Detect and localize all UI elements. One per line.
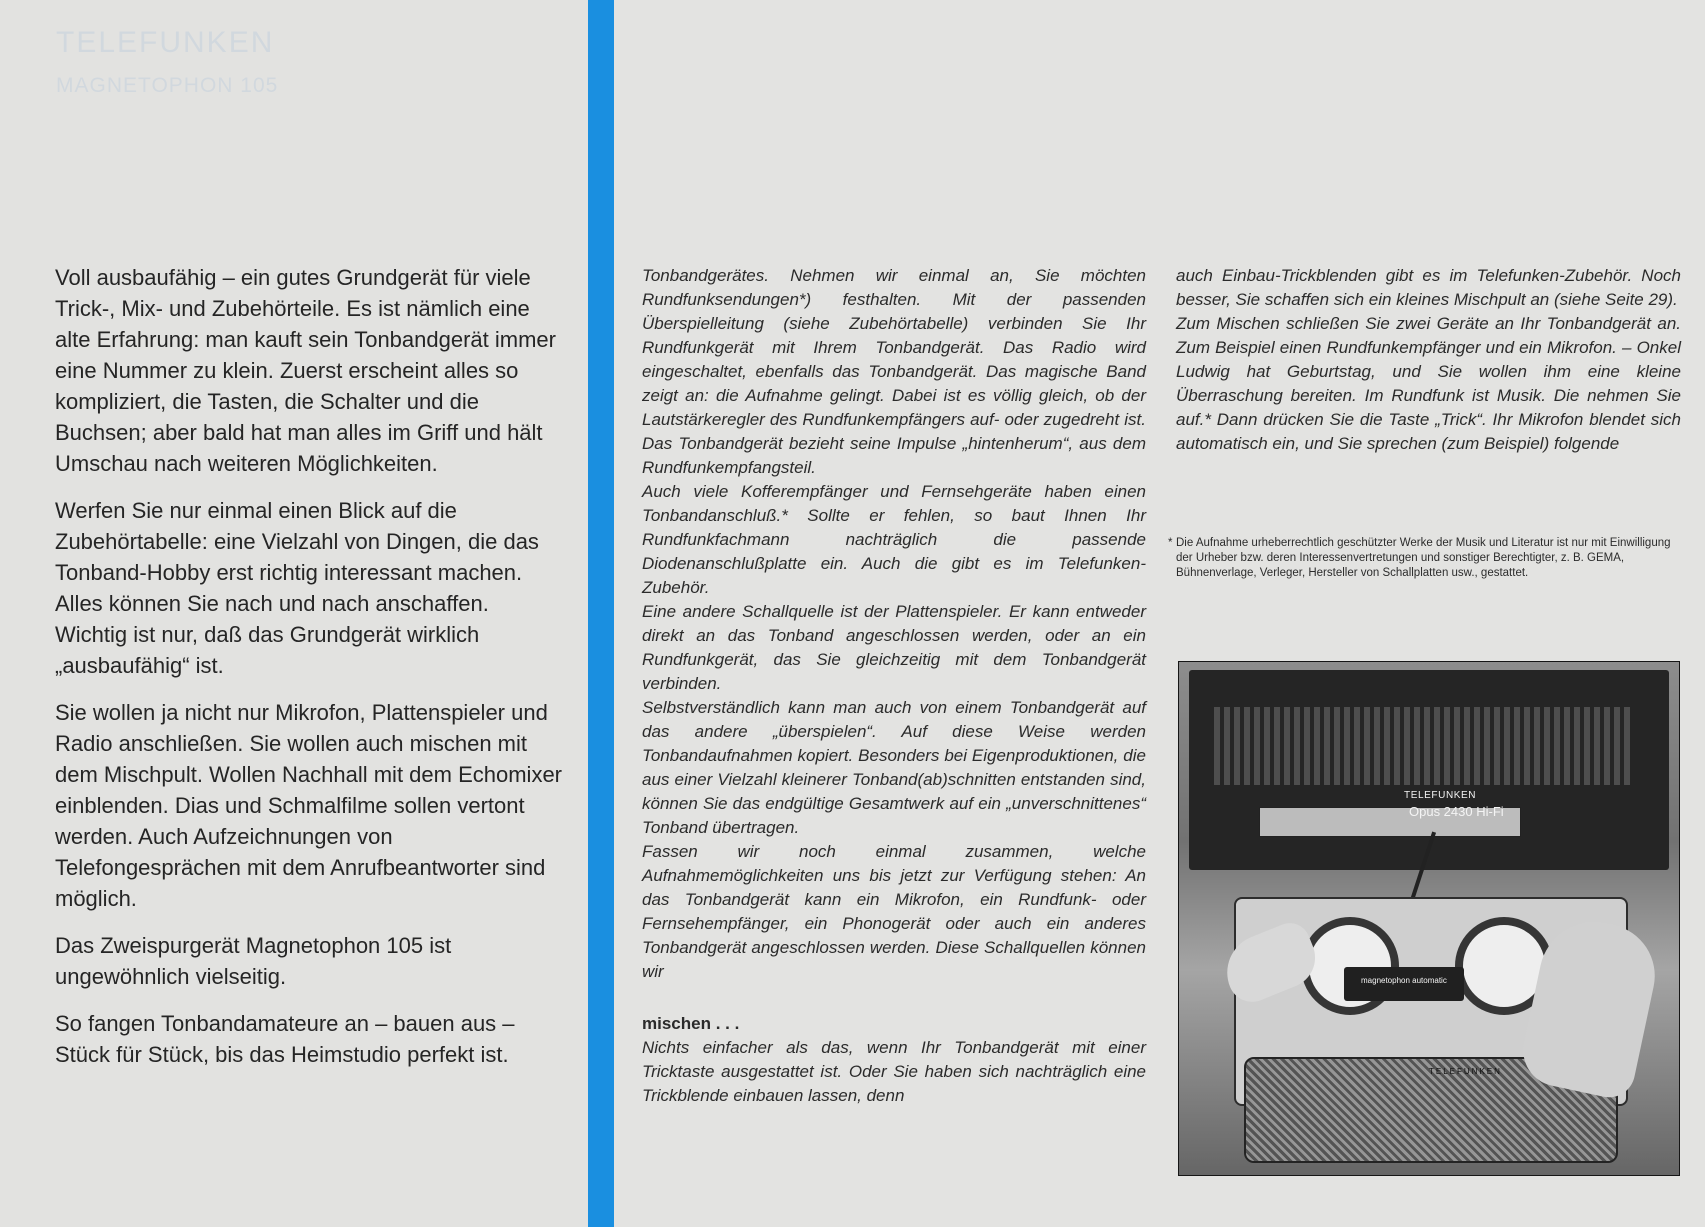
radio-grille-shape [1214, 707, 1634, 785]
left-paragraph-4: Das Zweispurgerät Magnetophon 105 ist ungewöhnlich vielseitig. [55, 933, 452, 989]
footnote-text: Die Aufnahme urheberrechtlich geschützter Werke der Musik und Literatur ist nur mit Einwilligung der Urheber bzw. deren Interessenvertretungen und sonstiger Berechtigter, z. B. GEMA, Bühnenverlage, Verleger, Hersteller von Schallplatten usw., gestattet. [1176, 537, 1671, 579]
left-paragraph-2: Werfen Sie nur einmal einen Blick auf die Zubehörtabelle: eine Vielzahl von Dingen, die das Tonband-Hobby erst richtig interessant machen. Alles können Sie nach und nach anschaffen. Wichtig ist nur, daß das Grundgerät wirklich „ausbaufähig“ ist. [55, 498, 539, 678]
blue-divider-bar [588, 0, 614, 1227]
right-paragraph-1: auch Einbau-Trickblenden gibt es im Telefunken-Zubehör. Noch besser, Sie schaffen sich ein kleines Mischpult an (siehe Seite 29). [1176, 266, 1681, 309]
photo-brand-top: TELEFUNKEN [1404, 790, 1477, 801]
right-text-column [1176, 264, 1681, 456]
middle-paragraph-2: Auch viele Kofferempfänger und Fernsehgeräte haben einen Tonbandanschluß.* Sollte er fehlen, so baut Ihnen Ihr Rundfunkfachmann nachträglich die passende Diodenanschlußplatte ein. Auch die gibt es im Telefunken-Zubehör. [642, 482, 1146, 597]
middle-text-column [642, 264, 1146, 1108]
middle-paragraph-6: Nichts einfacher als das, wenn Ihr Tonbandgerät mit einer Tricktaste ausgestattet ist. Oder Sie haben sich nachträglich eine Trickblende einbauen lassen, denn [642, 1038, 1146, 1105]
right-paragraph-2: Zum Mischen schließen Sie zwei Geräte an Ihr Tonbandgerät an. Zum Beispiel einen Rundfunkempfänger und ein Mikrofon. – Onkel Ludwig hat Geburtstag, und Sie wollen ihm eine kleine Überraschung bereiten. Im Rundfunk ist Musik. Die nehmen Sie auf.* Dann drücken Sie die Taste „Trick“. Ihr Mikrofon blendet sich automatisch ein, und Sie sprechen (zum Beispiel) folgende [1176, 314, 1681, 453]
copyright-footnote [1168, 536, 1683, 581]
radio-tape-recorder-photo [1178, 661, 1680, 1176]
faded-header-line-1: TELEFUNKEN [56, 26, 275, 59]
left-paragraph-1: Voll ausbaufähig – ein gutes Grundgerät für viele Trick-, Mix- und Zubehörteile. Es ist nämlich eine alte Erfahrung: man kauft sein Tonbandgerät immer eine Nummer zu klein. Zuerst erscheint alles so kompliziert, die Tasten, die Schalter und die Buchsen; aber bald hat man alles im Griff und hält Umschau nach weiteren Möglichkeiten. [55, 265, 556, 476]
photo-brand-bottom: TELEFUNKEN [1429, 1067, 1502, 1076]
left-text-column [55, 262, 565, 1086]
footnote-marker: * [1168, 537, 1173, 549]
middle-paragraph-5: Fassen wir noch einmal zusammen, welche Aufnahmemöglichkeiten uns bis jetzt zur Verfügung stehen: An das Tonbandgerät kann ein Mikrofon, ein Rundfunk- oder Fernsehempfänger, ein Phonogerät oder auch ein anderes Tonbandgerät angeschlossen werden. Diese Schallquellen können wir [642, 842, 1146, 981]
left-paragraph-5: So fangen Tonbandamateure an – bauen aus – Stück für Stück, bis das Heimstudio perfekt ist. [55, 1011, 515, 1067]
left-paragraph-3: Sie wollen ja nicht nur Mikrofon, Plattenspieler und Radio anschließen. Sie wollen auch mischen mit dem Mischpult. Wollen Nachhall mit dem Echomixer einblenden. Dias und Schmalfilme sollen vertont werden. Auch Aufzeichnungen von Telefongesprächen mit dem Anrufbeantworter sind möglich. [55, 700, 562, 911]
middle-paragraph-4: Selbstverständlich kann man auch von einem Tonbandgerät auf das andere „überspielen“. Auf diese Weise werden Tonbandaufnahmen kopiert. Besonders bei Eigenproduktionen, die aus einer Vielzahl kleinerer Tonband(ab)schnitten entstanden sind, können Sie das endgültige Gesamtwerk auf ein „unverschnittenes“ Tonband übertragen. [642, 698, 1146, 837]
middle-section-heading: mischen . . . [642, 1014, 740, 1033]
faded-header [56, 26, 278, 98]
middle-paragraph-1: Tonbandgerätes. Nehmen wir einmal an, Sie möchten Rundfunksendungen*) festhalten. Mit der passenden Überspielleitung (siehe Zubehörtabelle) verbinden Sie Ihr Rundfunkgerät mit Ihrem Tonbandgerät. Das Radio wird eingeschaltet, ebenfalls das Tonbandgerät. Das magische Band zeigt an: die Aufnahme gelingt. Dabei ist es völlig gleich, ob der Lautstärkeregler des Rundfunkempfängers auf- oder zugedreht ist. Das Tonbandgerät bezieht seine Impulse „hintenherum“, aus dem Rundfunkempfangsteil. [642, 266, 1146, 477]
faded-header-line-2: MAGNETOPHON 105 [56, 74, 279, 97]
photo-magnetophon-label: magnetophon automatic [1361, 976, 1447, 985]
photo-model-label: Opus 2430 Hi-Fi [1409, 804, 1504, 819]
middle-paragraph-3: Eine andere Schallquelle ist der Plattenspieler. Er kann entweder direkt an das Tonband angeschlossen werden, oder an ein Rundfunkgerät, das Sie gleichzeitig mit dem Tonbandgerät verbinden. [642, 602, 1146, 693]
